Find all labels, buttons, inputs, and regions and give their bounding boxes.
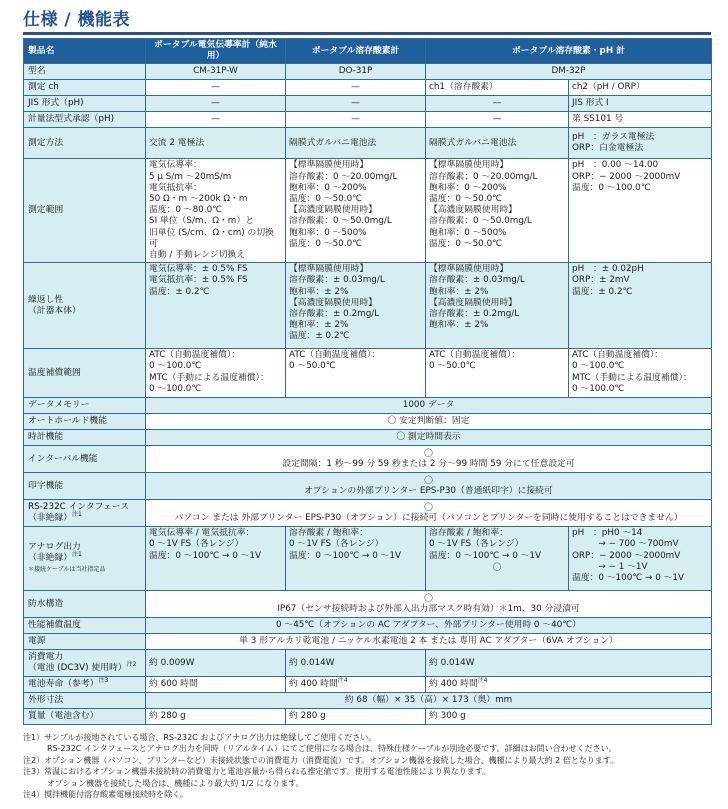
waterproof-value: IP67（センサ接続時および外部入出力部マスク時有効）＊1m、30 分浸漬可 [277,603,580,614]
approval-cm: — [146,112,286,128]
model-cm: CM-31P-W [146,64,286,80]
spec-table [23,38,712,725]
rs232-cell [146,500,712,527]
mass-do: 約 280 g [286,709,426,725]
row-approval [24,112,712,128]
battery-do-note-ref: 注4 [337,677,348,685]
footnote-3: 注3）常温におけるオプション機器未接続時の消費電力と電池容量から得られる推定値です。使用する電池性能により異なります。 [23,767,491,777]
consumption-label: 消費電力 （電池 (DC3V) 使用時） [28,652,127,674]
channel-dm-2: ch2（pH / ORP） [569,80,712,96]
print-value: オプションの外部プリンター EPS-P30（普通紙印字）に接続可 [304,485,553,496]
analog-label-cell [24,527,146,591]
footnotes [23,732,711,800]
repeat-dm-2: pH ：± 0.02pH ORP：± 2mV 温度：± 0.2℃ [569,263,712,349]
channel-dm-1: ch1（溶存酸素） [426,80,569,96]
row-dimensions [24,693,712,709]
row-repeat [24,263,712,349]
footnote-2: 注2）オプション機器（パソコン、プリンターなど）未接続状態での消費電力（消費電流）です。オプション機器を接続した場合、機種により最大約 2 倍となります。 [23,755,619,765]
battery-do-cell [286,677,426,693]
battery-note-ref: 注3 [98,677,109,685]
row-range [24,159,712,263]
analog-circle: 〇 [492,562,502,573]
row-battery [24,677,712,693]
consumption-cm: 約 0.009W [146,650,286,677]
battery-do: 約 400 時間 [289,679,338,690]
jis-do: — [286,96,426,112]
method-do: 隔膜式ガルバニ電池法 [286,128,426,159]
row-model [24,64,712,80]
analog-note-ref: 注1 [72,551,82,559]
page-title: 仕様 / 機能表 [23,10,131,30]
row-analog [24,527,712,591]
waterproof-circle: 〇 [424,593,433,604]
tempcomp-label: 温度補償範囲 [24,349,146,398]
battery-label: 電池寿命（参考） [28,679,99,690]
row-clock [24,430,712,446]
model-label: 型名 [24,64,146,80]
rs232-note-ref: 注1 [72,511,82,519]
analog-dm-2: pH ：pH0 〜14 → − 700 〜700mV ORP：− 2000 〜2000mV → − 1 〜1V 温度：0 〜100℃ → 0 〜1V [569,527,712,591]
jis-dm-2: JIS 形式 Ⅰ [569,96,712,112]
consumption-do: 約 0.014W [286,650,426,677]
footnote-1: 注1）サンプルが接地されている場合、RS-232C およびアナログ出力は絶縁してご使用ください。 [23,733,377,742]
range-do: 【標準隔膜使用時】 溶存酸素：0 〜20.00mg/L 飽和率：0 〜200% 温度：0 〜50.0℃ 【高濃度隔膜使用時】 溶存酸素：0 〜50.0mg/L 飽和率：0 〜500% 温度：0 〜50.0℃ [286,159,426,263]
interval-value: 設定間隔：1 秒〜99 分 59 秒または 2 分〜99 時間 59 分にて任意設定可 [282,458,575,469]
print-cell [146,473,712,500]
jis-label: JIS 形式（pH) [24,96,146,112]
battery-dm-note-ref: 注4 [477,677,488,685]
print-label: 印字機能 [24,473,146,500]
row-channel [24,80,712,96]
range-dm-2: pH ：0.00 〜14.00 ORP：− 2000 〜2000mV 温度：0 〜100.0℃ [569,159,712,263]
row-mass [24,709,712,725]
footnote-1-cont: RS-232C インタフェースとアナログ出力を同時（リアルタイム）にてご使用になる場合は、特殊仕様ケーブルが別途必要です。詳細はお問い合わせください。 [47,744,617,754]
channel-do: — [286,80,426,96]
method-cm: 交流 2 電極法 [146,128,286,159]
tempcomp-cm: ATC（自動温度補償）： 0 〜100.0℃ MTC（手動による温度補償）： 0 〜100.0℃ [146,349,286,398]
analog-dm-1 [426,527,569,591]
approval-label: 計量法型式承認（pH) [24,112,146,128]
memory-label: データメモリー [24,398,146,414]
rs232-label: RS-232C インタフェース （非絶縁） [28,502,129,524]
row-rs232 [24,500,712,527]
temp-range-value: 0 〜45℃（オプションの AC アダプター、外部プリンター使用時 0 〜40℃） [146,618,712,634]
rs232-value: パソコン または 外部プリンター EPS-P30（オプション）に接続可（パソコンとプリンターを同時に使用することはできません） [174,512,683,523]
analog-cm: 電気伝導率 / 電気抵抗率： 0 〜1V FS（各レンジ） 温度：0 〜100℃ → 0 〜1V [146,527,286,591]
tempcomp-do: ATC（自動温度補償）： 0 〜50.0℃ [286,349,426,398]
analog-label: アナログ出力 （非絶縁） [28,541,81,564]
row-autohold [24,414,712,430]
dimensions-label: 外形寸法 [24,693,146,709]
rs232-label-cell [24,500,146,527]
row-temp-range [24,618,712,634]
battery-dm: 約 400 時間 [429,679,478,690]
method-dm-2: pH ：ガラス電極法 ORP：白金電極法 [569,128,712,159]
mass-dm: 約 300 g [426,709,712,725]
row-consumption [24,650,712,677]
title-rule [23,32,711,35]
model-do: DO-31P [286,64,426,80]
analog-do: 溶存酸素 / 飽和率： 0 〜1V FS（各レンジ） 温度：0 〜100℃ → 0 〜1V [286,527,426,591]
repeat-label: 繰返し性 （計器本体） [24,263,146,349]
range-dm-1: 【標準隔膜使用時】 溶存酸素：0 〜20.00mg/L 飽和率：0 〜200% 温度：0 〜50.0℃ 【高濃度隔膜使用時】 溶存酸素：0 〜50.0mg/L 飽和率：0 〜500% 温度：0 〜50.0℃ [426,159,569,263]
row-jis [24,96,712,112]
range-label: 測定範囲 [24,159,146,263]
approval-dm-2: 第 SS101 号 [569,112,712,128]
interval-cell [146,446,712,473]
consumption-dm: 約 0.014W [426,650,712,677]
battery-label-cell [24,677,146,693]
product-dm: ポータブル溶存酸素・pH 計 [426,39,712,64]
method-label: 測定方法 [24,128,146,159]
channel-cm: — [146,80,286,96]
jis-cm: — [146,96,286,112]
repeat-dm-1: 【標準隔膜使用時】 溶存酸素：± 0.03mg/L 飽和率：± 2% 【高濃度隔膜使用時】 溶存酸素：± 0.2mg/L 飽和率：± 2% [426,263,569,349]
power-label: 電源 [24,634,146,650]
temp-range-label: 性能補償温度 [24,618,146,634]
product-name-label: 製品名 [24,39,146,64]
consumption-note-ref: 注2 [126,661,137,669]
method-dm-1: 隔膜式ガルバニ電池法 [426,128,569,159]
footnote-3-cont: オプション機器を接続した場合は、機種により最大約 1/2 になります。 [47,778,304,788]
tempcomp-dm-2: ATC（自動温度補償）： 0 〜100.0℃ MTC（手動による温度補償）： 0 〜100.0℃ [569,349,712,398]
row-memory [24,398,712,414]
waterproof-cell [146,591,712,618]
interval-label: インターバル機能 [24,446,146,473]
range-cm: 電気伝導率： 5 μ S/m 〜20mS/m 電気抵抗率： 50 Ω・m 〜200k Ω・m 温度：0 〜80.0℃ SI 単位（S/m、Ω・m）と 旧単位 (S/cm、Ω・cm) の切換可 自動 / 手動レンジ切換え [146,159,286,263]
analog-cable-note: ＊接続ケーブルは当社指定品 [28,566,106,574]
clock-value: 〇 測定時間表示 [146,430,712,446]
repeat-cm: 電気伝導率：± 0.5% FS 電気抵抗率：± 0.5% FS 温度：± 0.2℃ [146,263,286,349]
row-product-name [24,39,712,64]
tempcomp-dm-1: ATC（自動温度補償）： 0 〜50.0℃ [426,349,569,398]
battery-cm: 約 600 時間 [146,677,286,693]
battery-dm-cell [426,677,712,693]
row-interval [24,446,712,473]
row-method [24,128,712,159]
model-dm: DM-32P [426,64,712,80]
row-print [24,473,712,500]
channel-label: 測定 ch [24,80,146,96]
mass-cm: 約 280 g [146,709,286,725]
product-do: ポータブル溶存酸素計 [286,39,426,64]
repeat-do: 【標準隔膜使用時】 溶存酸素：± 0.03mg/L 飽和率：± 2% 【高濃度隔膜使用時】 溶存酸素：± 0.2mg/L 飽和率：± 2% 温度：± 0.2℃ [286,263,426,349]
autohold-value: 〇 安定判断値：固定 [146,414,712,430]
approval-dm-1: — [426,112,569,128]
power-value: 単 3 形アルカリ乾電池 / ニッケル水素電池 2 本 または 専用 AC アダプター（6VA オプション） [146,634,712,650]
analog-dm-1-text: 溶存酸素 / 飽和率： 0 〜1V FS（各レンジ） 温度：0 〜100℃ → 0 〜1V [429,528,542,561]
clock-label: 時計機能 [24,430,146,446]
memory-value: 1000 データ [146,398,712,414]
product-cm: ポータブル電気伝導率計（純水用） [146,39,286,64]
autohold-label: オートホールド機能 [24,414,146,430]
consumption-label-cell [24,650,146,677]
row-tempcomp [24,349,712,398]
row-power [24,634,712,650]
approval-do: — [286,112,426,128]
interval-circle: 〇 [424,448,433,459]
mass-label: 質量（電池含む） [24,709,146,725]
rs232-circle: 〇 [424,502,433,513]
jis-dm-1: — [426,96,569,112]
waterproof-label: 防水構造 [24,591,146,618]
print-circle: 〇 [424,475,433,486]
dimensions-value: 約 68（幅）× 35（高）× 173（奥）mm [146,693,712,709]
footnote-4: 注4）撹拌機能付溶存酸素電極接続時を除く。 [23,790,188,800]
row-waterproof [24,591,712,618]
